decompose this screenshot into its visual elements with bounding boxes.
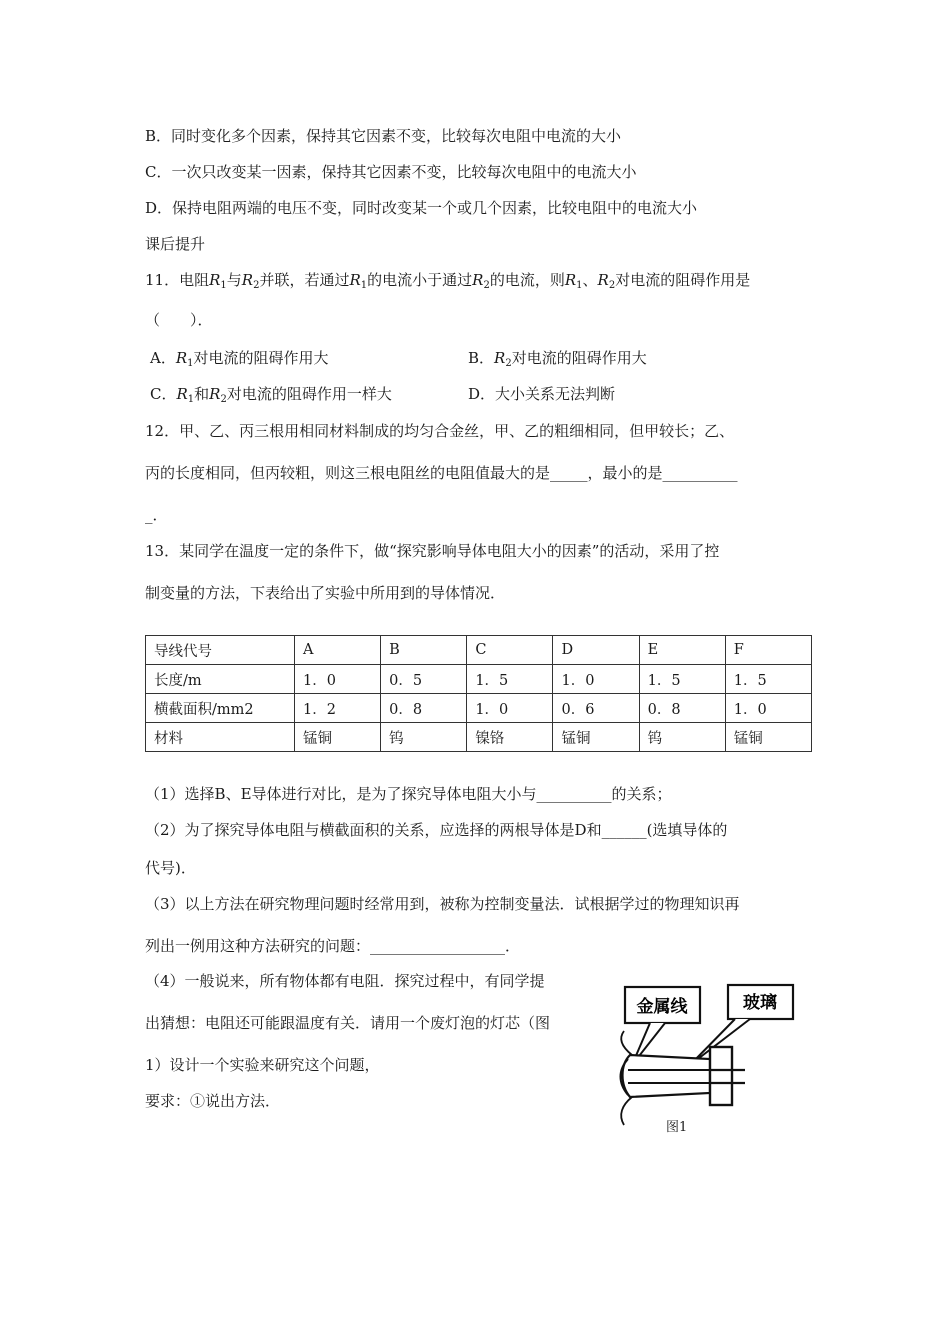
q13-sub4-line2: 出猜想：电阻还可能跟温度有关．请用一个废灯泡的灯芯（图 — [145, 1014, 551, 1032]
option-d-prev: D．保持电阻两端的电压不变，同时改变某一个或几个因素，比较电阻中的电流大小 — [145, 199, 698, 217]
figure-caption: 图1 — [666, 1120, 688, 1135]
table-cell: 长度/m — [146, 665, 295, 694]
q11-blank: （ ）． — [145, 311, 213, 329]
filament-drawing — [610, 975, 810, 1140]
bulb-filament-figure — [610, 975, 810, 1140]
table-cell: 1．2 — [295, 694, 381, 723]
q12-line3: _． — [145, 506, 168, 524]
table-cell: D — [553, 636, 639, 665]
table-row — [146, 694, 812, 723]
q13-sub1: （1）选择B、E导体进行对比，是为了探究导体电阻大小与__________的关系； — [145, 785, 672, 803]
q13-sub2-line2: 代号)． — [145, 859, 196, 877]
table-cell: A — [295, 636, 381, 665]
wire-end-left — [621, 1097, 632, 1125]
table-cell: B — [381, 636, 467, 665]
table-cell: 导线代号 — [146, 636, 295, 665]
table-cell: C — [467, 636, 553, 665]
table-row — [146, 723, 812, 752]
label-glass: 玻璃 — [743, 993, 777, 1013]
q12-line1: 12．甲、乙、丙三根用相同材料制成的均匀合金丝，甲、乙的粗细相同，但甲较长；乙、 — [145, 422, 735, 440]
q11-stem: 11．电阻$R_1$与$R_2$并联，若通过$R_1$的电流小于通过$R_2$的电流，则$R_1$、$R_2$对电流的阻碍作用是 — [145, 271, 751, 291]
filament-base — [710, 1047, 732, 1105]
table-cell: 1．0 — [725, 694, 811, 723]
section-title: 课后提升 — [145, 235, 206, 253]
q11-option-c: C．$R_1$和$R_2$对电流的阻碍作用一样大 — [150, 385, 392, 405]
table-cell: 钨 — [639, 723, 725, 752]
q13-sub4-line1: （4）一般说来，所有物体都有电阻．探究过程中，有同学提 — [145, 972, 545, 990]
option-c-prev: C．一次只改变某一因素，保持其它因素不变，比较每次电阻中的电流大小 — [145, 163, 637, 181]
q13-sub4-line4: 要求：①说出方法． — [145, 1092, 281, 1110]
q11-option-b: B．$R_2$对电流的阻碍作用大 — [468, 349, 647, 369]
table-cell: 1．0 — [295, 665, 381, 694]
table-cell: 材料 — [146, 723, 295, 752]
table-row — [146, 665, 812, 694]
table-cell: 镍铬 — [467, 723, 553, 752]
table-header-row — [146, 636, 812, 665]
filament-glass-body — [623, 1055, 711, 1097]
wire-end-top — [621, 1031, 632, 1055]
q13-sub3-line2: 列出一例用这种方法研究的问题：__________________． — [145, 937, 521, 955]
option-b-prev: B．同时变化多个因素，保持其它因素不变，比较每次电阻中电流的大小 — [145, 127, 622, 145]
table-cell: 1．5 — [467, 665, 553, 694]
table-cell: 钨 — [381, 723, 467, 752]
q12-line2: 丙的长度相同，但丙较粗，则这三根电阻丝的电阻值最大的是_____，最小的是__________ — [145, 464, 738, 482]
table-cell: 0．8 — [639, 694, 725, 723]
table-cell: 1．5 — [725, 665, 811, 694]
table-cell: 横截面积/mm2 — [146, 694, 295, 723]
q13-sub3-line1: （3）以上方法在研究物理问题时经常用到，被称为控制变量法．试根据学过的物理知识再 — [145, 895, 740, 913]
q13-line1: 13．某同学在温度一定的条件下，做“探究影响导体电阻大小的因素”的活动，采用了控 — [145, 542, 720, 560]
table-cell: 0．6 — [553, 694, 639, 723]
q13-sub2-line1: （2）为了探究导体电阻与横截面积的关系，应选择的两根导体是D和______(选填导体的 — [145, 821, 728, 839]
table-cell: F — [725, 636, 811, 665]
q11-option-a: A．$R_1$对电流的阻碍作用大 — [150, 349, 329, 369]
table-cell: 锰铜 — [295, 723, 381, 752]
table-cell: 1．5 — [639, 665, 725, 694]
table-cell: 锰铜 — [553, 723, 639, 752]
table-cell: 0．5 — [381, 665, 467, 694]
label-metal-wire: 金属线 — [636, 997, 688, 1017]
q13-line2: 制变量的方法，下表给出了实验中所用到的导体情况． — [145, 584, 506, 602]
table-cell: 0．8 — [381, 694, 467, 723]
table-cell: 1．0 — [467, 694, 553, 723]
table-cell: 1．0 — [553, 665, 639, 694]
q11-option-d: D．大小关系无法判断 — [468, 385, 616, 403]
table-cell: E — [639, 636, 725, 665]
conductor-table — [145, 635, 812, 752]
q13-sub4-line3: 1）设计一个实验来研究这个问题， — [145, 1056, 380, 1074]
table-cell: 锰铜 — [725, 723, 811, 752]
